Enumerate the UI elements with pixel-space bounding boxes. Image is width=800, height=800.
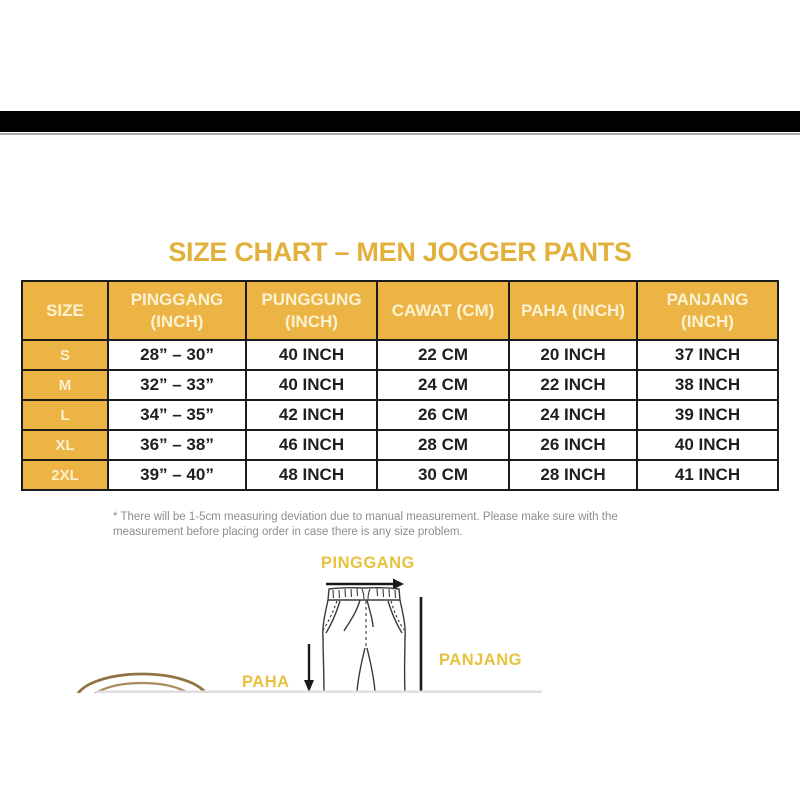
data-cell: 42 INCH: [246, 400, 377, 430]
header-cell-pinggang: [108, 281, 246, 340]
header-line: PAHA (INCH): [521, 300, 625, 320]
paha-label: PAHA: [242, 673, 290, 691]
data-cell: 36” – 38”: [108, 430, 246, 460]
data-cell: 38 INCH: [637, 370, 778, 400]
paha-arrow-icon: [304, 644, 314, 692]
header-cell-panjang: [637, 281, 778, 340]
data-cell: 46 INCH: [246, 430, 377, 460]
top-bar-underline: [0, 133, 800, 135]
header-line: SIZE: [46, 300, 84, 320]
data-cell: 40 INCH: [637, 430, 778, 460]
data-cell: 39” – 40”: [108, 460, 246, 490]
header-line: (INCH): [150, 311, 204, 331]
data-cell: 34” – 35”: [108, 400, 246, 430]
data-cell: 20 INCH: [509, 340, 637, 370]
data-cell: 28 INCH: [509, 460, 637, 490]
header-row: [22, 281, 778, 340]
data-cell: 26 CM: [377, 400, 509, 430]
table-row-xl: [22, 430, 778, 460]
table-row-l: [22, 400, 778, 430]
data-cell: 28 CM: [377, 430, 509, 460]
size-cell: L: [22, 400, 108, 430]
header-cell-punggung: [246, 281, 377, 340]
size-cell: M: [22, 370, 108, 400]
panjang-label: PANJANG: [439, 651, 522, 669]
top-black-bar: [0, 111, 800, 132]
page-title: SIZE CHART – MEN JOGGER PANTS: [168, 237, 632, 267]
image-crop-edge: [96, 691, 542, 693]
table-row-m: [22, 370, 778, 400]
data-cell: 40 INCH: [246, 340, 377, 370]
data-cell: 41 INCH: [637, 460, 778, 490]
data-cell: 24 INCH: [509, 400, 637, 430]
disclaimer-line-1: * There will be 1-5cm measuring deviation due to manual measurement. Please make sure with the: [113, 511, 618, 523]
crop-mask: [60, 693, 800, 698]
data-cell: 24 CM: [377, 370, 509, 400]
data-cell: 40 INCH: [246, 370, 377, 400]
header-cell-cawat: [377, 281, 509, 340]
size-cell: XL: [22, 430, 108, 460]
table-row-s: [22, 340, 778, 370]
data-cell: 28” – 30”: [108, 340, 246, 370]
jogger-pants-sketch: [323, 588, 405, 692]
table-row-2xl: [22, 460, 778, 490]
size-cell: S: [22, 340, 108, 370]
header-line: (INCH): [285, 311, 338, 331]
disclaimer-line-2: measurement before placing order in case there is any size problem.: [113, 525, 463, 538]
header-line: PANJANG: [666, 289, 749, 309]
data-cell: 22 CM: [377, 340, 509, 370]
header-line: PINGGANG: [130, 289, 224, 309]
data-cell: 48 INCH: [246, 460, 377, 490]
pinggang-label: PINGGANG: [321, 554, 415, 572]
data-cell: 39 INCH: [637, 400, 778, 430]
data-cell: 22 INCH: [509, 370, 637, 400]
data-cell: 37 INCH: [637, 340, 778, 370]
header-line: PUNGGUNG: [261, 289, 362, 309]
header-line: CAWAT (CM): [391, 300, 495, 320]
data-cell: 32” – 33”: [108, 370, 246, 400]
header-cell-paha: [509, 281, 637, 340]
size-chart-table: [21, 280, 779, 491]
data-cell: 26 INCH: [509, 430, 637, 460]
measurement-disclaimer: [113, 510, 633, 539]
data-cell: 30 CM: [377, 460, 509, 490]
size-cell: 2XL: [22, 460, 108, 490]
header-cell-size: [22, 281, 108, 340]
header-line: (INCH): [681, 311, 734, 331]
